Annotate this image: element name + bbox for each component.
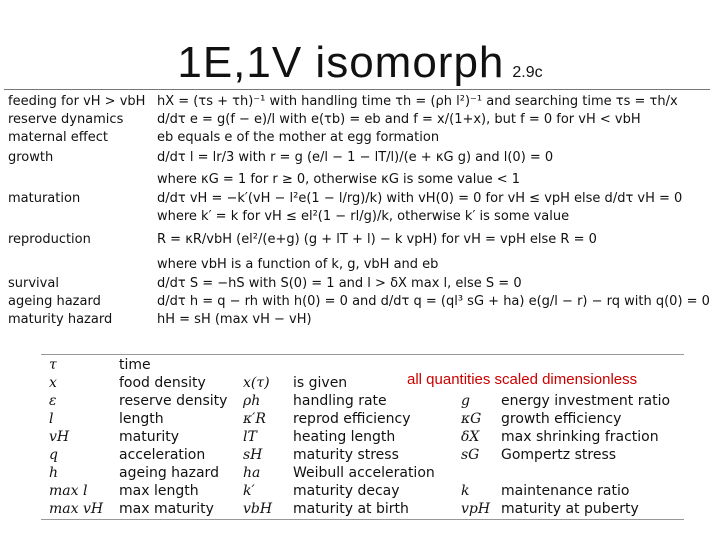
equation-text: R = κR/vbH (el²/(e+g) (g + lT + l) − k vpH) for vH = vpH else R = 0 <box>157 232 597 247</box>
equation-label: feeding for vH > vbH <box>8 94 146 109</box>
symbol-meaning: reserve density <box>119 393 228 409</box>
symbol-meaning: maturity <box>119 429 179 445</box>
symbol: vpH <box>461 501 491 517</box>
title-main: 1E,1V isomorph <box>177 38 505 87</box>
equation-text: hX = (τs + τh)⁻¹ with handling time τh = (ρh l²)⁻¹ and searching time τs = τh/x <box>157 94 678 109</box>
symbol: k′ <box>243 483 255 499</box>
symbol-meaning: ageing hazard <box>119 465 219 481</box>
symbol-meaning: reprod efficiency <box>293 411 411 427</box>
symbol: x <box>49 375 57 391</box>
symbol: sG <box>461 447 480 463</box>
symbol: δX <box>461 429 480 445</box>
symbol: max l <box>49 483 88 499</box>
table-row <box>41 446 684 464</box>
symbol-meaning: time <box>119 357 151 373</box>
table-row <box>41 428 684 446</box>
symbol-meaning: maturity stress <box>293 447 399 463</box>
table-row <box>41 392 684 410</box>
equation-text: d/dτ vH = −k′(vH − l²e(1 − l/rg)/k) with vH(0) = 0 for vH ≤ vpH else d/dτ vH = 0 <box>157 191 683 206</box>
symbol: ha <box>243 465 261 481</box>
symbol-meaning: length <box>119 411 164 427</box>
symbol: τ <box>49 357 57 373</box>
symbol-meaning: food density <box>119 375 206 391</box>
equation-label: reproduction <box>8 232 91 247</box>
table-row <box>41 410 684 428</box>
symbol: max vH <box>49 501 104 517</box>
symbol: ρh <box>243 393 261 409</box>
equation-text: d/dτ S = −hS with S(0) = 1 and l > δX max l, else S = 0 <box>157 276 522 291</box>
symbol-meaning: maturity at birth <box>293 501 409 517</box>
symbol-meaning: max length <box>119 483 199 499</box>
equation-label: survival <box>8 276 59 291</box>
equation-label: reserve dynamics <box>8 112 124 127</box>
equation-label: maternal effect <box>8 130 108 145</box>
symbol-meaning: maturity decay <box>293 483 400 499</box>
symbol-meaning: max shrinking fraction <box>501 429 659 445</box>
symbol: vH <box>49 429 70 445</box>
table-row <box>41 464 684 482</box>
symbol: vbH <box>243 501 273 517</box>
symbol: κG <box>461 411 482 427</box>
slide-title <box>0 38 720 88</box>
equation-text: where κG = 1 for r ≥ 0, otherwise κG is some value < 1 <box>157 172 521 187</box>
symbol: κ′R <box>243 411 266 427</box>
symbol: sH <box>243 447 263 463</box>
equation-text: hH = sH (max vH − vH) <box>157 312 312 327</box>
equation-text: d/dτ h = q − rh with h(0) = 0 and d/dτ q = (ql³ sG + ha) e(g/l − r) − rq with q(0) = 0 <box>157 294 710 309</box>
symbol: q <box>49 447 58 463</box>
symbol: ε <box>49 393 57 409</box>
symbol-meaning: maturity at puberty <box>501 501 639 517</box>
symbol-meaning: max maturity <box>119 501 214 517</box>
symbol-meaning: energy investment ratio <box>501 393 671 409</box>
symbol-meaning: handling rate <box>293 393 387 409</box>
title-section-number: 2.9c <box>512 64 543 81</box>
table-row <box>41 500 684 518</box>
symbol-meaning: Weibull acceleration <box>293 465 435 481</box>
symbol-meaning: growth efficiency <box>501 411 622 427</box>
equation-text: where k′ = k for vH ≤ el²(1 − rl/g)/k, otherwise k′ is some value <box>157 209 570 224</box>
equation-label: maturity hazard <box>8 312 113 327</box>
title-separator <box>4 89 710 90</box>
symbol-meaning: Gompertz stress <box>501 447 617 463</box>
symbol-meaning: heating length <box>293 429 396 445</box>
symbol-meaning: maintenance ratio <box>501 483 630 499</box>
equation-label: growth <box>8 150 54 165</box>
symbol: x(τ) <box>243 375 270 391</box>
equation-text: eb equals e of the mother at egg formation <box>157 130 440 145</box>
symbol-meaning: acceleration <box>119 447 206 463</box>
symbol-meaning: is given <box>293 375 348 391</box>
symbol: h <box>49 465 59 481</box>
symbol: k <box>461 483 470 499</box>
symbol: l <box>49 411 54 427</box>
scaled-dimensionless-note: all quantities scaled dimensionless <box>407 371 638 388</box>
equation-text: d/dτ l = lr/3 with r = g (e/l − 1 − lT/l)/(e + κG g) and l(0) = 0 <box>157 150 554 165</box>
equation-label: maturation <box>8 191 81 206</box>
symbol: g <box>461 393 470 409</box>
equation-text: where vbH is a function of k, g, vbH and eb <box>157 257 439 272</box>
symbol: lT <box>243 429 257 445</box>
equation-text: d/dτ e = g(f − e)/l with e(τb) = eb and f = x/(1+x), but f = 0 for vH < vbH <box>157 112 641 127</box>
equation-label: ageing hazard <box>8 294 101 309</box>
table-row <box>41 482 684 500</box>
